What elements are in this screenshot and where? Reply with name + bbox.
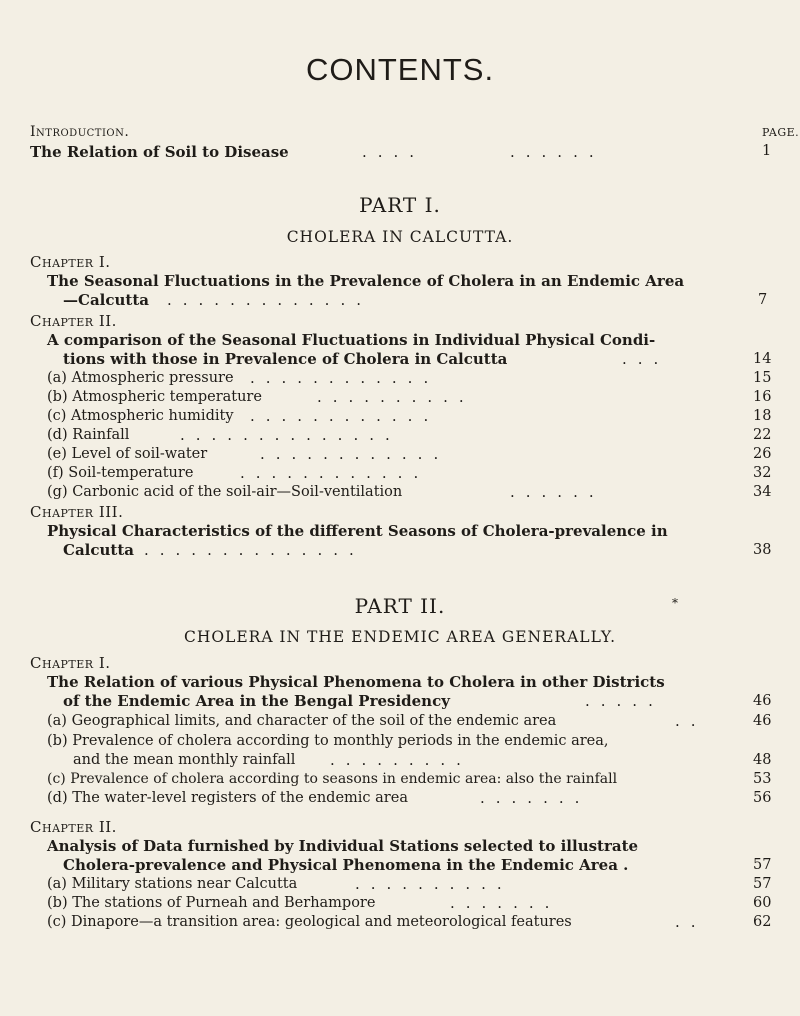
part1-ch3-title-line1: Physical Characteristics of the different Seasons of Cholera-prevalence in [47,522,668,540]
part2-ch1-item-b-dots: ......... [330,751,472,769]
part2-ch2-item-c-dots: .. [675,913,707,931]
part1-ch3-title-line2: Calcutta [63,541,134,559]
part1-ch2-title-line1: A comparison of the Seasonal Fluctuations in Individual Physical Condi- [47,331,656,349]
part2-ch1-label: Chapter I. [30,654,111,672]
part1-ch2-dots: ... [622,350,670,368]
part2-ch1-item-b-page: 48 [753,752,772,768]
part2-ch2-item-a-dots: .......... [355,875,513,893]
part2-ch2-item-b: (b) The stations of Purneah and Berhampore [47,895,376,911]
part1-ch2-item-c-page: 18 [753,408,772,424]
part2-ch2-item-c-page: 62 [753,914,772,930]
part1-ch2-title-line2: tions with those in Prevalence of Cholera in Calcutta [63,350,508,368]
page-column-label: PAGE. [762,126,800,139]
part2-ch1-item-b: (b) Prevalence of cholera according to monthly periods in the endemic area, [47,733,609,749]
part1-ch2-item-d-page: 22 [753,427,772,443]
part1-ch1-title-line1: The Seasonal Fluctuations in the Prevalence of Cholera in an Endemic Area [47,272,685,290]
part1-ch1-title-line2: —Calcutta [63,291,149,309]
part2-ch2-label: Chapter II. [30,818,117,836]
part1-ch2-item-c-dots: ............ [250,407,440,425]
part1-ch2-item-a: (a) Atmospheric pressure [47,370,234,386]
page-title: CONTENTS. [305,52,495,87]
part1-ch2-item-f-page: 32 [753,465,772,481]
part2-ch1-title-line2: of the Endemic Area in the Bengal Presidency [63,692,450,710]
introduction-page: 1 [762,143,772,159]
part2-ch2-title-line2: Cholera-prevalence and Physical Phenomena in the Endemic Area . [63,856,629,874]
part2-ch1-item-b-cont: and the mean monthly rainfall [73,752,296,768]
part1-ch2-item-d: (d) Rainfall [47,427,130,443]
part1-ch1-label: Chapter I. [30,253,111,271]
part2-ch1-item-c: (c) Prevalence of cholera according to seasons in endemic area: also the rainfall [47,771,618,787]
part1-ch2-item-b-dots: .......... [317,388,475,406]
part2-ch2-item-b-dots: ....... [450,894,561,912]
part1-ch2-item-b: (b) Atmospheric temperature [47,389,262,405]
part2-ch2-item-c: (c) Dinapore—a transition area: geological and meteorological features [47,914,572,930]
part2-ch1-item-d: (d) The water-level registers of the endemic area [47,790,408,806]
part2-ch1-item-c-page: 53 [753,771,772,787]
part1-ch2-item-d-dots: .............. [180,426,401,444]
part2-ch1-item-a-page: 46 [753,713,772,729]
part2-ch1-item-a-dots: .. [675,712,707,730]
part1-subtitle: CHOLERA IN CALCUTTA. [286,228,514,246]
part1-ch2-item-g: (g) Carbonic acid of the soil-air—Soil-ventilation [47,484,403,500]
part1-ch1-page: 7 [758,292,768,308]
part1-ch2-item-f: (f) Soil-temperature [47,465,194,481]
part2-ch2-page: 57 [753,857,772,873]
part2-ch2-title-line1: Analysis of Data furnished by Individual Stations selected to illustrate [47,837,639,855]
part1-ch2-item-a-page: 15 [753,370,772,386]
part1-ch3-dots: .............. [144,541,365,559]
introduction-entry: The Relation of Soil to Disease [30,143,289,161]
part2-ch2-item-b-page: 60 [753,895,772,911]
part2-ch2-item-a-page: 57 [753,876,772,892]
part2-ch1-title-line1: The Relation of various Physical Phenomena to Cholera in other Districts [47,673,665,691]
part2-subtitle: CHOLERA IN THE ENDEMIC AREA GENERALLY. [183,628,617,646]
introduction-dots-b: ...... [510,143,605,161]
part2-ch1-item-a: (a) Geographical limits, and character of the soil of the endemic area [47,713,557,729]
part2-ch1-page: 46 [753,693,772,709]
introduction-dots-a: .... [362,143,426,161]
part1-ch3-page: 38 [753,542,772,558]
part1-ch3-label: Chapter III. [30,503,124,521]
part1-ch2-page: 14 [753,351,772,367]
introduction-label: Introduction. [30,124,130,140]
part1-ch2-item-g-page: 34 [753,484,772,500]
part1-ch2-item-e: (e) Level of soil-water [47,446,208,462]
part2-ch1-item-d-dots: ....... [480,789,591,807]
part1-ch2-item-e-dots: ............ [260,445,450,463]
part1-ch1-dots: ............. [167,291,372,309]
part2-title: PART II. [354,594,446,618]
part2-ch1-dots: ..... [585,692,664,710]
part1-ch2-item-g-dots: ...... [510,483,605,501]
part1-ch2-item-c: (c) Atmospheric humidity [47,408,234,424]
part1-ch2-item-e-page: 26 [753,446,772,462]
part1-ch2-item-f-dots: ............ [240,464,430,482]
part2-ch1-item-d-page: 56 [753,790,772,806]
part1-ch2-item-b-page: 16 [753,389,772,405]
part1-ch2-label: Chapter II. [30,312,117,330]
part2-ch2-item-a: (a) Military stations near Calcutta [47,876,298,892]
part1-ch2-item-a-dots: ............ [250,369,440,387]
part1-title: PART I. [359,193,441,217]
stray-mark: * [672,596,678,610]
